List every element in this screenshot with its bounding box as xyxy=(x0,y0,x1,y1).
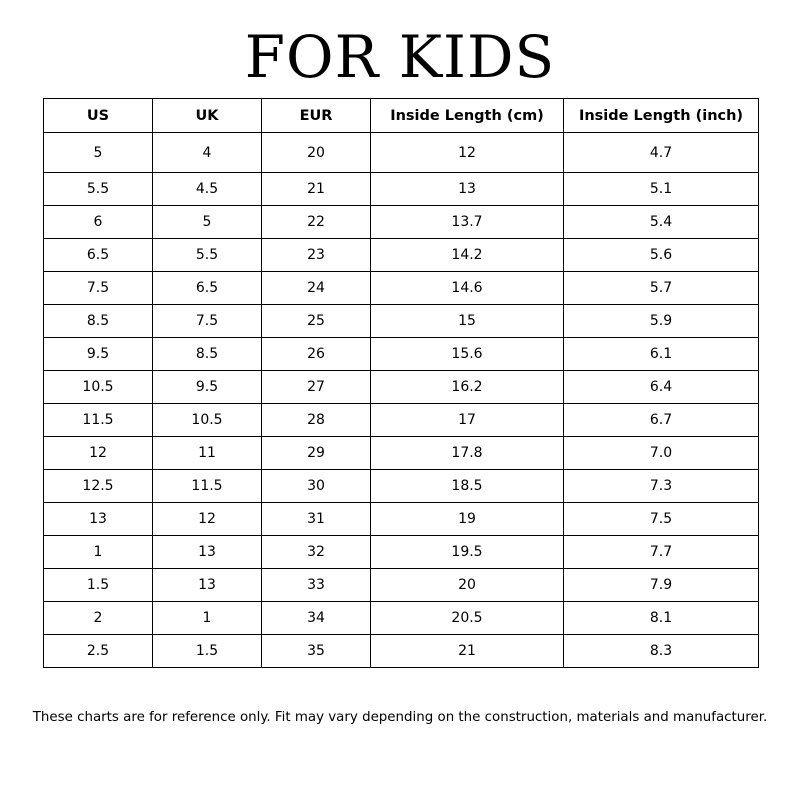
us-size-cell: 5.5 xyxy=(44,173,153,206)
length-inch-cell: 5.1 xyxy=(564,173,759,206)
length-cm-cell: 15 xyxy=(371,305,564,338)
table-row xyxy=(44,272,759,305)
length-inch-cell: 6.7 xyxy=(564,404,759,437)
table-row xyxy=(44,536,759,569)
table-row xyxy=(44,437,759,470)
table-row xyxy=(44,239,759,272)
table-row xyxy=(44,173,759,206)
eur-size-cell: 35 xyxy=(262,635,371,668)
length-inch-cell: 6.4 xyxy=(564,371,759,404)
eur-size-cell: 33 xyxy=(262,569,371,602)
eur-size-cell: 25 xyxy=(262,305,371,338)
uk-size-cell: 1.5 xyxy=(153,635,262,668)
us-size-cell: 7.5 xyxy=(44,272,153,305)
length-inch-cell: 8.1 xyxy=(564,602,759,635)
uk-size-cell: 5.5 xyxy=(153,239,262,272)
eur-size-cell: 22 xyxy=(262,206,371,239)
eur-size-cell: 21 xyxy=(262,173,371,206)
length-cm-cell: 19.5 xyxy=(371,536,564,569)
uk-size-cell: 9.5 xyxy=(153,371,262,404)
page-title: FOR KIDS xyxy=(244,23,556,91)
length-cm-cell: 14.2 xyxy=(371,239,564,272)
table-row xyxy=(44,404,759,437)
header-eur: EUR xyxy=(262,99,371,133)
header-inside-length-cm: Inside Length (cm) xyxy=(371,99,564,133)
table-row xyxy=(44,470,759,503)
table-row xyxy=(44,602,759,635)
us-size-cell: 6.5 xyxy=(44,239,153,272)
header-inside-length-inch: Inside Length (inch) xyxy=(564,99,759,133)
length-inch-cell: 5.6 xyxy=(564,239,759,272)
length-cm-cell: 13 xyxy=(371,173,564,206)
length-inch-cell: 7.3 xyxy=(564,470,759,503)
us-size-cell: 5 xyxy=(44,133,153,173)
uk-size-cell: 4 xyxy=(153,133,262,173)
uk-size-cell: 6.5 xyxy=(153,272,262,305)
us-size-cell: 9.5 xyxy=(44,338,153,371)
length-cm-cell: 15.6 xyxy=(371,338,564,371)
length-cm-cell: 20 xyxy=(371,569,564,602)
table-row xyxy=(44,635,759,668)
table-row xyxy=(44,569,759,602)
uk-size-cell: 7.5 xyxy=(153,305,262,338)
us-size-cell: 12.5 xyxy=(44,470,153,503)
length-inch-cell: 5.4 xyxy=(564,206,759,239)
eur-size-cell: 31 xyxy=(262,503,371,536)
eur-size-cell: 29 xyxy=(262,437,371,470)
length-inch-cell: 7.7 xyxy=(564,536,759,569)
length-inch-cell: 5.7 xyxy=(564,272,759,305)
length-cm-cell: 19 xyxy=(371,503,564,536)
eur-size-cell: 32 xyxy=(262,536,371,569)
uk-size-cell: 12 xyxy=(153,503,262,536)
table-header-row xyxy=(44,99,759,133)
table-row xyxy=(44,338,759,371)
uk-size-cell: 4.5 xyxy=(153,173,262,206)
length-cm-cell: 16.2 xyxy=(371,371,564,404)
eur-size-cell: 26 xyxy=(262,338,371,371)
eur-size-cell: 24 xyxy=(262,272,371,305)
uk-size-cell: 11 xyxy=(153,437,262,470)
uk-size-cell: 10.5 xyxy=(153,404,262,437)
table-row xyxy=(44,206,759,239)
length-inch-cell: 5.9 xyxy=(564,305,759,338)
eur-size-cell: 27 xyxy=(262,371,371,404)
eur-size-cell: 20 xyxy=(262,133,371,173)
length-inch-cell: 6.1 xyxy=(564,338,759,371)
size-chart-table xyxy=(43,98,759,668)
length-cm-cell: 17 xyxy=(371,404,564,437)
us-size-cell: 13 xyxy=(44,503,153,536)
us-size-cell: 11.5 xyxy=(44,404,153,437)
disclaimer-footnote: These charts are for reference only. Fit may vary depending on the construction, materials and manufacturer. xyxy=(32,710,768,725)
us-size-cell: 2 xyxy=(44,602,153,635)
length-cm-cell: 20.5 xyxy=(371,602,564,635)
length-inch-cell: 8.3 xyxy=(564,635,759,668)
uk-size-cell: 13 xyxy=(153,536,262,569)
uk-size-cell: 1 xyxy=(153,602,262,635)
header-us: US xyxy=(44,99,153,133)
uk-size-cell: 11.5 xyxy=(153,470,262,503)
length-cm-cell: 17.8 xyxy=(371,437,564,470)
length-inch-cell: 4.7 xyxy=(564,133,759,173)
eur-size-cell: 34 xyxy=(262,602,371,635)
us-size-cell: 1.5 xyxy=(44,569,153,602)
uk-size-cell: 8.5 xyxy=(153,338,262,371)
length-inch-cell: 7.9 xyxy=(564,569,759,602)
uk-size-cell: 5 xyxy=(153,206,262,239)
length-cm-cell: 12 xyxy=(371,133,564,173)
table-row xyxy=(44,503,759,536)
table-row xyxy=(44,371,759,404)
us-size-cell: 2.5 xyxy=(44,635,153,668)
uk-size-cell: 13 xyxy=(153,569,262,602)
us-size-cell: 12 xyxy=(44,437,153,470)
eur-size-cell: 23 xyxy=(262,239,371,272)
eur-size-cell: 28 xyxy=(262,404,371,437)
length-inch-cell: 7.5 xyxy=(564,503,759,536)
table-row xyxy=(44,305,759,338)
length-inch-cell: 7.0 xyxy=(564,437,759,470)
us-size-cell: 10.5 xyxy=(44,371,153,404)
us-size-cell: 8.5 xyxy=(44,305,153,338)
table-body xyxy=(44,133,759,668)
us-size-cell: 6 xyxy=(44,206,153,239)
eur-size-cell: 30 xyxy=(262,470,371,503)
length-cm-cell: 13.7 xyxy=(371,206,564,239)
length-cm-cell: 21 xyxy=(371,635,564,668)
us-size-cell: 1 xyxy=(44,536,153,569)
length-cm-cell: 14.6 xyxy=(371,272,564,305)
length-cm-cell: 18.5 xyxy=(371,470,564,503)
header-uk: UK xyxy=(153,99,262,133)
table-row xyxy=(44,133,759,173)
